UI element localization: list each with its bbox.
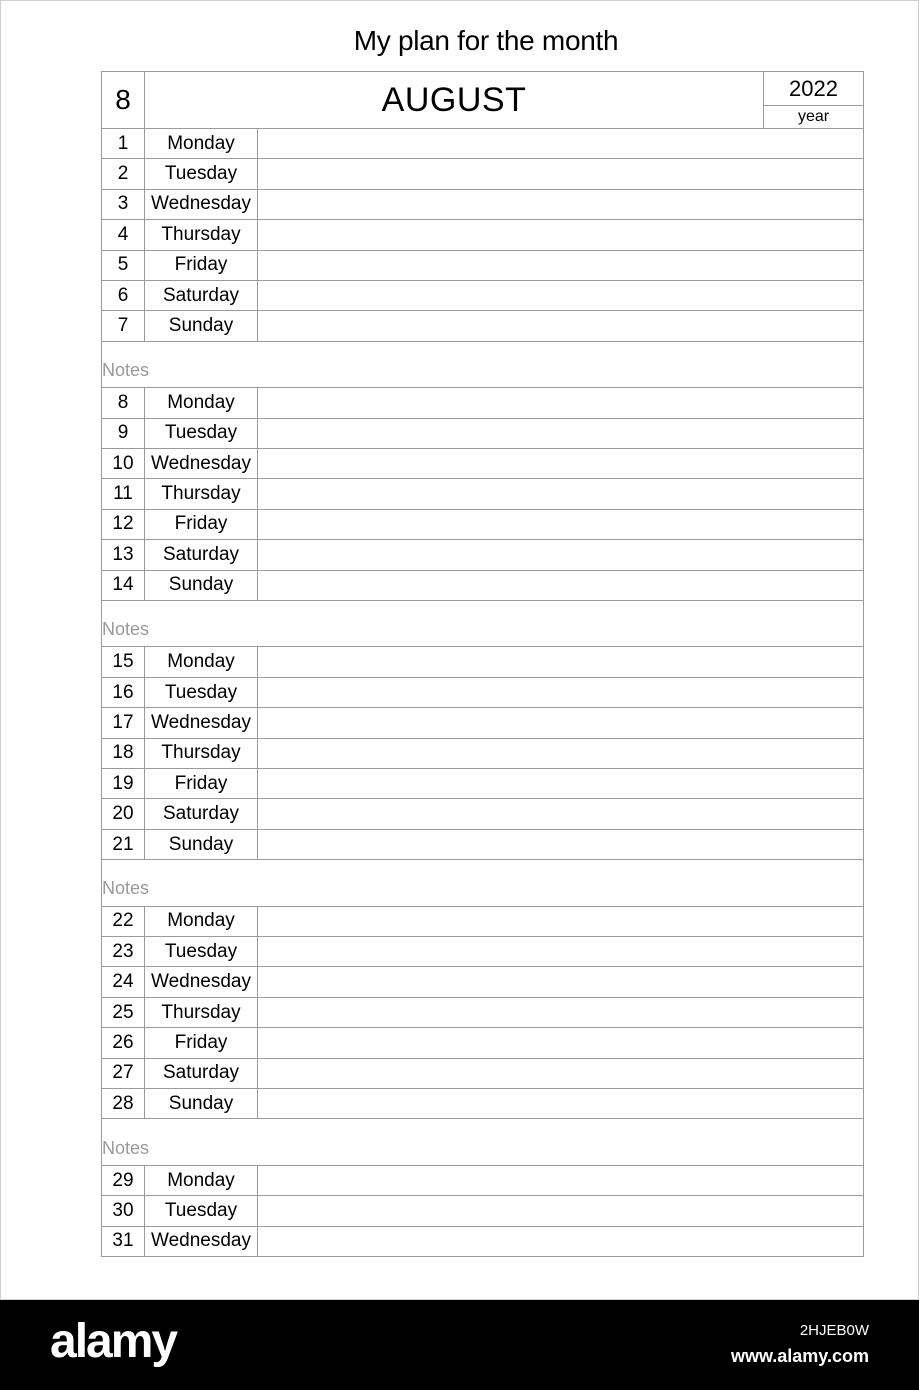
day-number: 7 bbox=[102, 311, 145, 341]
day-row bbox=[102, 937, 864, 967]
notes-label: Notes bbox=[102, 878, 150, 899]
weekday-name: Monday bbox=[145, 388, 258, 418]
notes-row bbox=[102, 600, 864, 647]
day-row bbox=[102, 738, 864, 768]
notes-cell[interactable] bbox=[102, 1119, 864, 1166]
notes-cell[interactable] bbox=[102, 860, 864, 907]
day-number: 4 bbox=[102, 220, 145, 250]
weekday-name: Monday bbox=[145, 1165, 258, 1195]
plan-entry-cell[interactable] bbox=[258, 570, 864, 600]
weekday-name: Thursday bbox=[145, 479, 258, 509]
day-row bbox=[102, 906, 864, 936]
plan-entry-cell[interactable] bbox=[258, 769, 864, 799]
weekday-name: Wednesday bbox=[145, 708, 258, 738]
notes-label: Notes bbox=[102, 619, 150, 640]
plan-entry-cell[interactable] bbox=[258, 540, 864, 570]
weekday-name: Sunday bbox=[145, 829, 258, 859]
weekday-name: Friday bbox=[145, 250, 258, 280]
day-row bbox=[102, 1028, 864, 1058]
notes-row bbox=[102, 341, 864, 388]
site-url: www.alamy.com bbox=[730, 1346, 869, 1366]
plan-entry-cell[interactable] bbox=[258, 647, 864, 677]
plan-entry-cell[interactable] bbox=[258, 1058, 864, 1088]
day-number: 15 bbox=[102, 647, 145, 677]
day-row bbox=[102, 1226, 864, 1256]
weekday-name: Tuesday bbox=[145, 418, 258, 448]
day-number: 16 bbox=[102, 677, 145, 707]
month-header-row bbox=[102, 72, 864, 129]
day-number: 14 bbox=[102, 570, 145, 600]
day-row bbox=[102, 280, 864, 310]
weekday-name: Monday bbox=[145, 647, 258, 677]
day-row bbox=[102, 799, 864, 829]
day-number: 5 bbox=[102, 250, 145, 280]
watermark-footer bbox=[0, 1300, 919, 1390]
plan-entry-cell[interactable] bbox=[258, 159, 864, 189]
year-value: 2022 bbox=[764, 72, 863, 106]
plan-entry-cell[interactable] bbox=[258, 1028, 864, 1058]
day-number: 13 bbox=[102, 540, 145, 570]
plan-entry-cell[interactable] bbox=[258, 509, 864, 539]
notes-label: Notes bbox=[102, 1137, 150, 1158]
month-name: AUGUST bbox=[145, 72, 764, 129]
plan-entry-cell[interactable] bbox=[258, 738, 864, 768]
day-number: 12 bbox=[102, 509, 145, 539]
weekday-name: Friday bbox=[145, 1028, 258, 1058]
day-number: 21 bbox=[102, 829, 145, 859]
year-label: year bbox=[797, 108, 830, 125]
day-row bbox=[102, 250, 864, 280]
weekday-name: Wednesday bbox=[145, 967, 258, 997]
day-number: 24 bbox=[102, 967, 145, 997]
day-row bbox=[102, 388, 864, 418]
weekday-name: Sunday bbox=[145, 570, 258, 600]
day-number: 22 bbox=[102, 906, 145, 936]
weekday-name: Wednesday bbox=[145, 449, 258, 479]
day-number: 25 bbox=[102, 997, 145, 1027]
day-row bbox=[102, 829, 864, 859]
day-row bbox=[102, 967, 864, 997]
day-row bbox=[102, 449, 864, 479]
day-number: 28 bbox=[102, 1089, 145, 1119]
weekday-name: Thursday bbox=[145, 997, 258, 1027]
notes-cell[interactable] bbox=[102, 341, 864, 388]
day-row bbox=[102, 129, 864, 159]
day-row bbox=[102, 509, 864, 539]
weekday-name: Sunday bbox=[145, 311, 258, 341]
weekday-name: Saturday bbox=[145, 280, 258, 310]
day-row bbox=[102, 220, 864, 250]
day-row bbox=[102, 769, 864, 799]
weekday-name: Saturday bbox=[145, 799, 258, 829]
day-number: 29 bbox=[102, 1165, 145, 1195]
plan-entry-cell[interactable] bbox=[258, 220, 864, 250]
plan-entry-cell[interactable] bbox=[258, 129, 864, 159]
year-cell bbox=[764, 72, 864, 129]
notes-label: Notes bbox=[102, 359, 150, 380]
day-row bbox=[102, 570, 864, 600]
weekday-name: Thursday bbox=[145, 738, 258, 768]
day-row bbox=[102, 1058, 864, 1088]
weekday-name: Monday bbox=[145, 906, 258, 936]
day-number: 30 bbox=[102, 1196, 145, 1226]
weekday-name: Saturday bbox=[145, 1058, 258, 1088]
weekday-name: Tuesday bbox=[145, 937, 258, 967]
weekday-name: Thursday bbox=[145, 220, 258, 250]
weekday-name: Monday bbox=[145, 129, 258, 159]
day-row bbox=[102, 708, 864, 738]
day-row bbox=[102, 418, 864, 448]
day-row bbox=[102, 189, 864, 219]
plan-entry-cell[interactable] bbox=[258, 1089, 864, 1119]
day-row bbox=[102, 677, 864, 707]
plan-entry-cell[interactable] bbox=[258, 250, 864, 280]
year-box bbox=[764, 72, 863, 128]
day-number: 26 bbox=[102, 1028, 145, 1058]
weekday-name: Tuesday bbox=[145, 677, 258, 707]
day-row bbox=[102, 159, 864, 189]
day-number: 27 bbox=[102, 1058, 145, 1088]
day-row bbox=[102, 1165, 864, 1195]
plan-entry-cell[interactable] bbox=[258, 799, 864, 829]
plan-entry-cell[interactable] bbox=[258, 280, 864, 310]
weekday-name: Tuesday bbox=[145, 1196, 258, 1226]
day-number: 17 bbox=[102, 708, 145, 738]
day-row bbox=[102, 647, 864, 677]
day-row bbox=[102, 1196, 864, 1226]
day-number: 9 bbox=[102, 418, 145, 448]
day-number: 23 bbox=[102, 937, 145, 967]
plan-entry-cell[interactable] bbox=[258, 449, 864, 479]
day-number: 10 bbox=[102, 449, 145, 479]
day-number: 3 bbox=[102, 189, 145, 219]
weekday-name: Friday bbox=[145, 509, 258, 539]
day-number: 31 bbox=[102, 1226, 145, 1256]
plan-entry-cell[interactable] bbox=[258, 967, 864, 997]
day-number: 1 bbox=[102, 129, 145, 159]
day-row bbox=[102, 311, 864, 341]
plan-entry-cell[interactable] bbox=[258, 1226, 864, 1256]
plan-entry-cell[interactable] bbox=[258, 708, 864, 738]
plan-entry-cell[interactable] bbox=[258, 418, 864, 448]
day-number: 18 bbox=[102, 738, 145, 768]
plan-entry-cell[interactable] bbox=[258, 937, 864, 967]
day-number: 8 bbox=[102, 388, 145, 418]
weekday-name: Sunday bbox=[145, 1089, 258, 1119]
weekday-name: Wednesday bbox=[145, 189, 258, 219]
plan-entry-cell[interactable] bbox=[258, 388, 864, 418]
weekday-name: Saturday bbox=[145, 540, 258, 570]
weekday-name: Tuesday bbox=[145, 159, 258, 189]
day-row bbox=[102, 997, 864, 1027]
image-id: 2HJEB0W bbox=[799, 1322, 869, 1339]
month-planner-table bbox=[101, 71, 864, 1257]
plan-entry-cell[interactable] bbox=[258, 1165, 864, 1195]
plan-entry-cell[interactable] bbox=[258, 906, 864, 936]
plan-entry-cell[interactable] bbox=[258, 997, 864, 1027]
day-row bbox=[102, 1089, 864, 1119]
day-number: 11 bbox=[102, 479, 145, 509]
month-number: 8 bbox=[102, 72, 145, 129]
plan-entry-cell[interactable] bbox=[258, 311, 864, 341]
plan-entry-cell[interactable] bbox=[258, 1196, 864, 1226]
page-title: My plan for the month bbox=[353, 25, 619, 56]
day-number: 19 bbox=[102, 769, 145, 799]
notes-row bbox=[102, 1119, 864, 1166]
notes-cell[interactable] bbox=[102, 600, 864, 647]
weekday-name: Friday bbox=[145, 769, 258, 799]
day-row bbox=[102, 540, 864, 570]
day-row bbox=[102, 479, 864, 509]
plan-entry-cell[interactable] bbox=[258, 677, 864, 707]
plan-entry-cell[interactable] bbox=[258, 189, 864, 219]
weekday-name: Wednesday bbox=[145, 1226, 258, 1256]
alamy-logo: alamy bbox=[50, 1315, 177, 1368]
day-number: 20 bbox=[102, 799, 145, 829]
notes-row bbox=[102, 860, 864, 907]
plan-entry-cell[interactable] bbox=[258, 829, 864, 859]
planner-body bbox=[102, 72, 864, 1257]
plan-entry-cell[interactable] bbox=[258, 479, 864, 509]
day-number: 6 bbox=[102, 280, 145, 310]
day-number: 2 bbox=[102, 159, 145, 189]
